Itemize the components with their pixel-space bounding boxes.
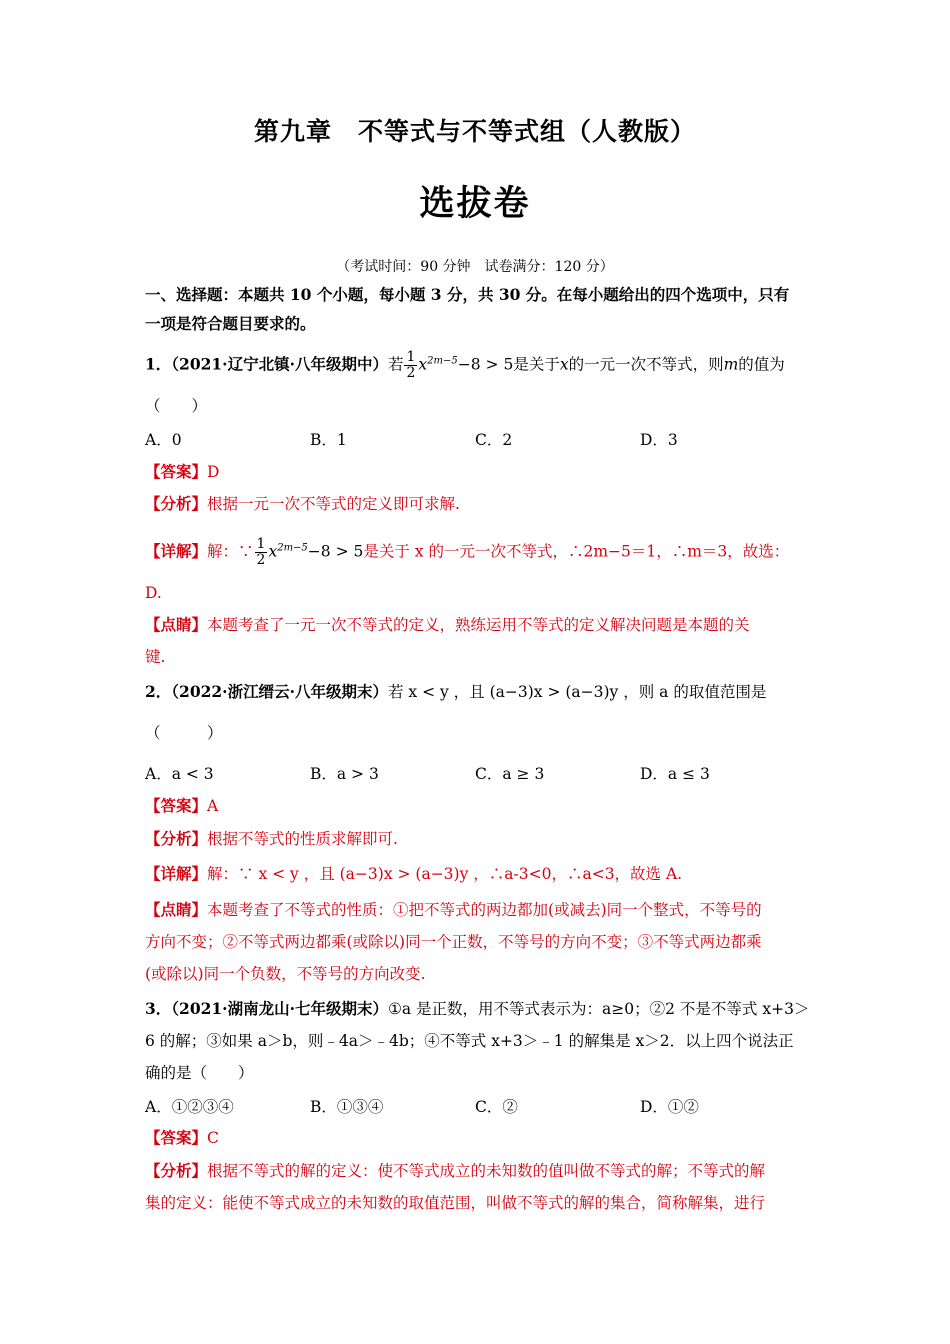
q1-end: 的值为 [738, 355, 785, 374]
q3-analysis-text1: 根据不等式的解的定义：使不等式成立的未知数的值叫做不等式的解；不等式的解 [207, 1162, 766, 1180]
q1-detail-mid: 是关于 x 的一元一次不等式，∴2m−5＝1，∴m＝3，故选： [363, 542, 790, 561]
q2-comment-line1 [145, 899, 810, 921]
q2-comment-text1: 本题考查了不等式的性质：①把不等式的两边都加(或减去)同一个整式，不等号的 [207, 901, 762, 919]
q1-fraction [404, 350, 417, 381]
section-heading-line2: 一项是符合题目要求的。 [145, 314, 316, 333]
q1-paren: （ ） [145, 397, 208, 415]
q1-head: 1．（2021·辽宁北镇·八年级期中） [145, 354, 388, 374]
q2-answer-tag: 【答案】 [145, 796, 208, 815]
q1-analysis-text: 根据一元一次不等式的定义即可求解. [207, 495, 460, 513]
q3-answer-tag: 【答案】 [145, 1128, 208, 1147]
q2-head: 2．（2022·浙江缙云·八年级期末） [145, 682, 388, 701]
q2-analysis [145, 828, 810, 850]
q3-answer [145, 1127, 810, 1149]
q1-expr-tail: −8 > 5 [457, 355, 514, 374]
chapter-title: 第九章 不等式与不等式组（人教版） [253, 117, 696, 146]
exam-subtitle: 选拔卷 [419, 184, 531, 224]
q2-option-a: A．a < 3 [145, 765, 214, 783]
q1-expr-exp: 2m−5 [427, 355, 458, 367]
q1-detail-var: x [268, 542, 278, 561]
q1-answer [145, 461, 810, 483]
q1-var-x: x [559, 355, 569, 374]
q1-option-a: A．0 [145, 431, 182, 449]
q1-comment-text1: 本题考查了一元一次不等式的定义，熟练运用不等式的定义解决问题是本题的关 [207, 616, 750, 634]
q3-head: 3．（2021·湖南龙山·七年级期末） [145, 999, 388, 1018]
q2-analysis-tag: 【分析】 [145, 829, 208, 848]
q1-answer-tag: 【答案】 [145, 462, 208, 481]
q2-detail-tag: 【详解】 [145, 864, 208, 883]
q1-analysis [145, 493, 810, 515]
q1-analysis-tag: 【分析】 [145, 494, 208, 513]
q1-detail-end: D. [145, 584, 162, 602]
q2-body: 若 x < y ，且 (a−3)x > (a−3)y ，则 a 的取值范围是 [387, 683, 767, 701]
q1-stem [145, 350, 810, 381]
q3-analysis-line1 [145, 1160, 810, 1182]
q1-detail-frac-den: 2 [256, 552, 266, 568]
q1-detail-tag: 【详解】 [145, 541, 208, 561]
q1-mid: 是关于 [513, 355, 560, 374]
q1-var-m: m [723, 355, 739, 374]
q2-comment-tag: 【点睛】 [145, 900, 208, 919]
q1-option-b: B．1 [310, 431, 347, 449]
q1-expr-var: x [418, 355, 428, 374]
q1-comment-tag: 【点睛】 [145, 615, 208, 634]
q3-option-b: B．①③④ [310, 1098, 384, 1116]
q3-analysis-tag: 【分析】 [145, 1161, 208, 1180]
section-heading-line1: 一、选择题：本题共 10 个小题，每小题 3 分，共 30 分。在每小题给出的四个选项中，只有 [145, 285, 790, 304]
q1-detail-fraction [255, 537, 268, 568]
q2-analysis-text: 根据不等式的性质求解即可. [207, 830, 398, 848]
q2-stem [145, 681, 810, 703]
q3-stem-line1 [145, 998, 810, 1020]
q1-frac-num: 1 [406, 349, 416, 365]
q2-comment-line2: 方向不变；②不等式两边都乘(或除以)同一个正数，不等号的方向不变；③不等式两边都乘 [145, 933, 762, 951]
q1-detail-pre: 解：∵ [207, 542, 254, 561]
q3-answer-value: C [207, 1129, 219, 1147]
q2-option-d: D．a ≤ 3 [640, 765, 710, 783]
q2-option-b: B．a > 3 [310, 765, 379, 783]
q2-answer-value: A [207, 797, 219, 815]
q1-option-d: D．3 [640, 431, 678, 449]
q3-line1: ①a 是正数，用不等式表示为：a≥0；②2 不是不等式 x+3＞ [387, 1000, 810, 1018]
q2-answer [145, 795, 810, 817]
q2-detail-text: 解：∵ x < y ，且 (a−3)x > (a−3)y ，∴a-3<0，∴a<3，故选 A. [207, 865, 683, 883]
q1-answer-value: D [207, 463, 220, 481]
q1-pre: 若 [387, 355, 404, 374]
q3-analysis-line2: 集的定义：能使不等式成立的未知数的取值范围，叫做不等式的解的集合，简称解集，进行 [145, 1194, 766, 1212]
q1-detail [145, 537, 810, 568]
q1-detail-exp: 2m−5 [277, 542, 308, 554]
q1-comment-line1 [145, 614, 810, 636]
q1-detail-tail: −8 > 5 [307, 542, 364, 561]
q1-detail-frac-num: 1 [256, 536, 266, 552]
q2-comment-line3: (或除以)同一个负数，不等号的方向改变. [145, 965, 426, 983]
q3-option-d: D．①② [640, 1098, 699, 1116]
q3-option-c: C．② [475, 1098, 518, 1116]
q1-frac-den: 2 [406, 365, 416, 381]
q2-paren: （ ） [145, 724, 223, 742]
q2-detail [145, 863, 810, 885]
q3-option-a: A．①②③④ [145, 1098, 234, 1116]
q1-option-c: C．2 [475, 431, 513, 449]
q1-mid2: 的一元一次不等式，则 [568, 355, 724, 374]
q1-comment-line2: 键. [145, 648, 166, 666]
q2-option-c: C．a ≥ 3 [475, 765, 545, 783]
q3-stem-line2: 6 的解；③如果 a＞b，则﹣4a＞﹣4b；④不等式 x+3＞﹣1 的解集是 x＞2．以上四个说法正 [145, 1032, 794, 1050]
exam-info: （考试时间：90 分钟 试卷满分：120 分） [336, 259, 614, 275]
q3-stem-line3: 确的是（ ） [145, 1064, 254, 1082]
